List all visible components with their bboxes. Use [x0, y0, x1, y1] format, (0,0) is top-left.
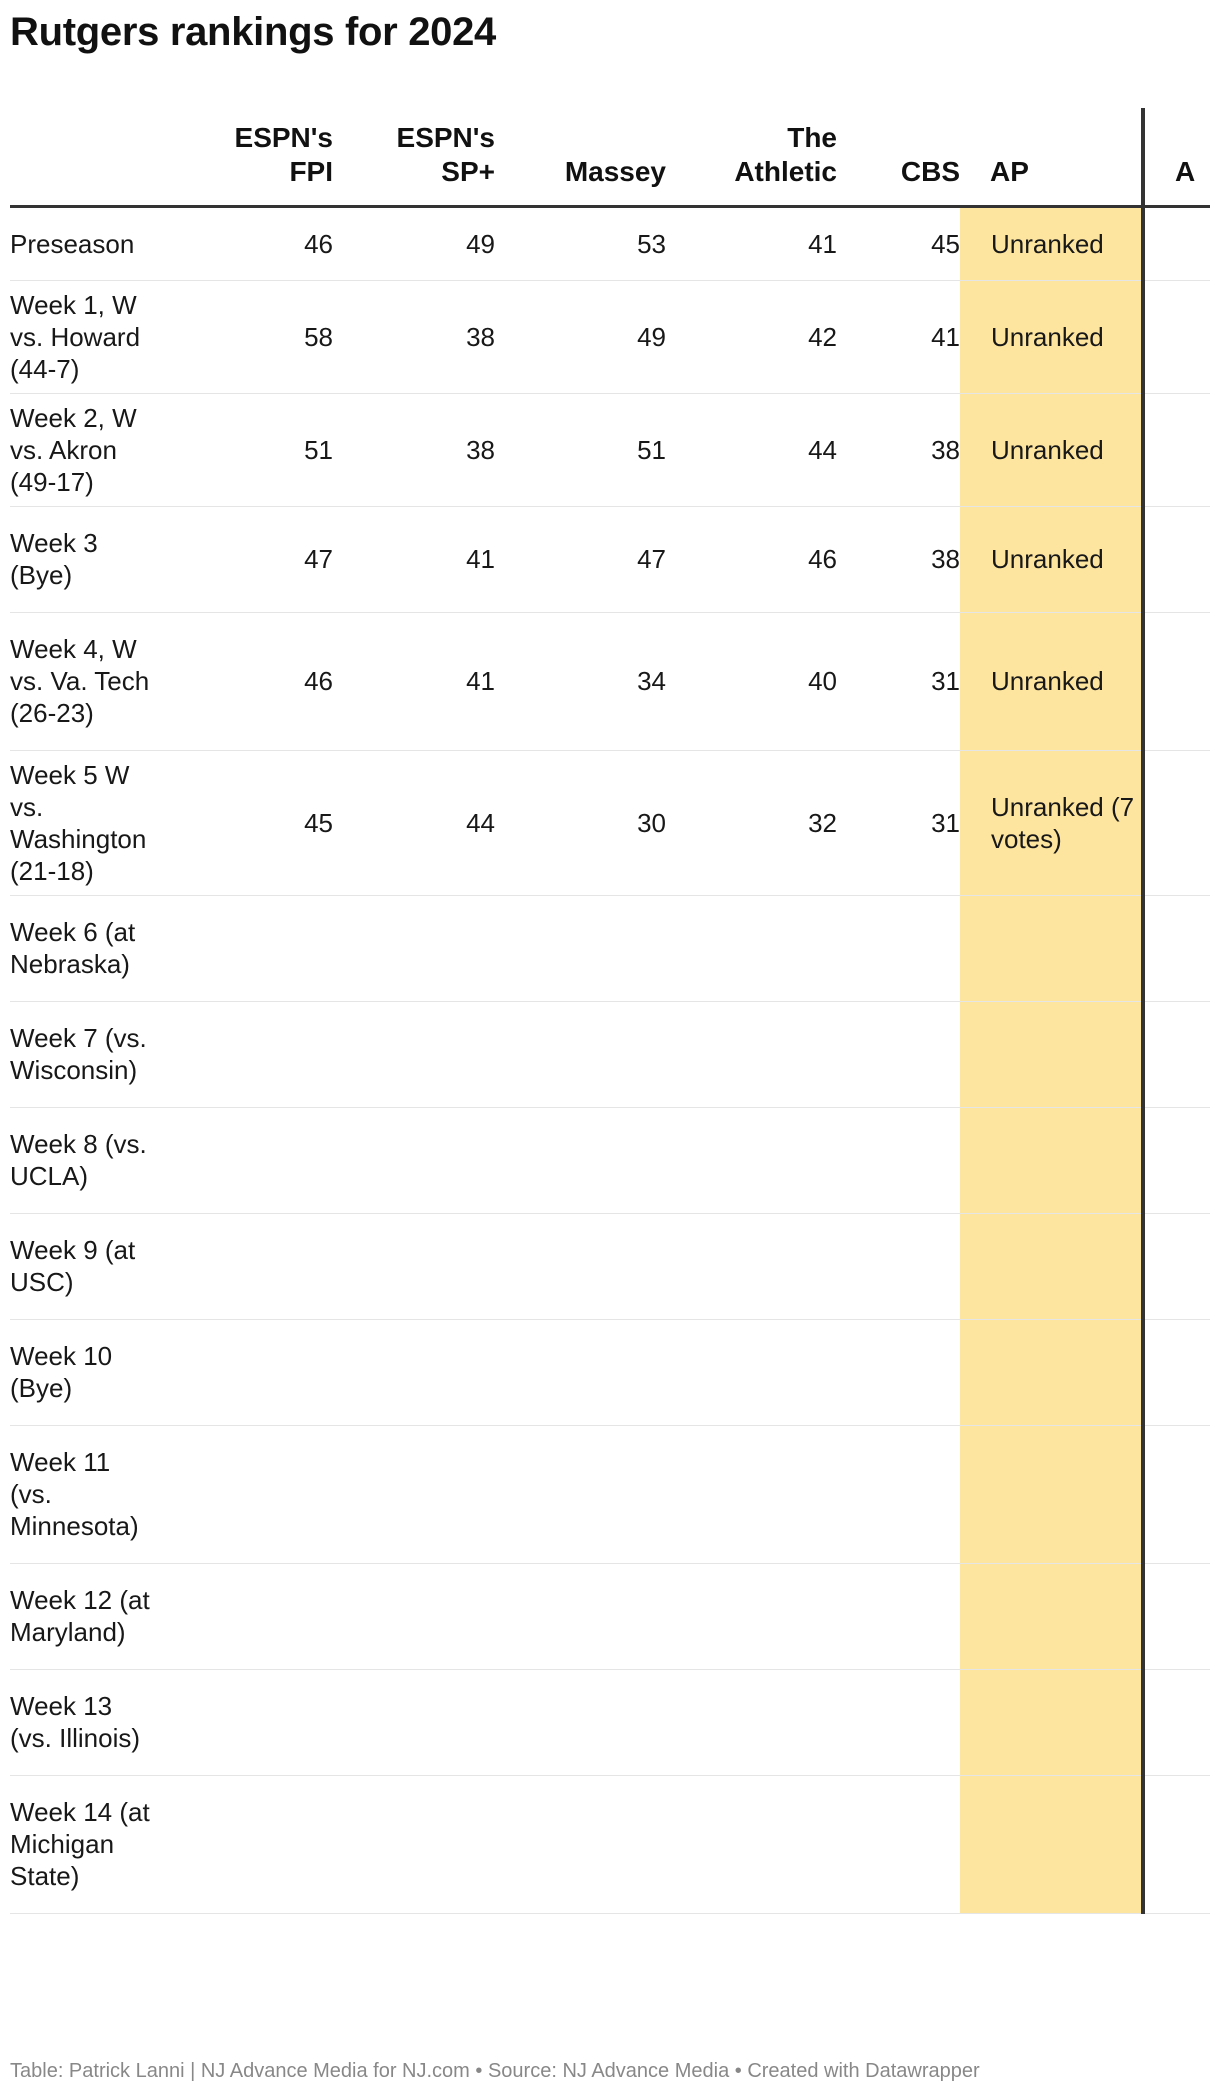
row-week-label: Week 1, W vs. Howard (44-7) [10, 280, 165, 393]
cell-the-athletic: 44 [666, 393, 837, 506]
cell-extra-column [1143, 1775, 1210, 1913]
cell-espn-fpi [165, 895, 333, 1001]
table-row [10, 1669, 1210, 1775]
cell-espn-sp [333, 1001, 495, 1107]
cell-cbs [837, 1001, 960, 1107]
header-espn-sp[interactable]: ESPN's SP+ [333, 108, 495, 206]
cell-massey: 51 [495, 393, 666, 506]
cell-massey [495, 1319, 666, 1425]
row-week-label: Week 5 W vs. Washington (21-18) [10, 750, 165, 895]
table-row [10, 206, 1210, 280]
cell-cbs: 31 [837, 750, 960, 895]
cell-extra-column [1143, 1319, 1210, 1425]
cell-espn-fpi [165, 1669, 333, 1775]
cell-the-athletic [666, 1213, 837, 1319]
cell-ap [960, 1563, 1143, 1669]
cell-cbs [837, 1563, 960, 1669]
table-row [10, 1425, 1210, 1563]
cell-extra-column [1143, 1563, 1210, 1669]
cell-cbs: 38 [837, 393, 960, 506]
table-row [10, 1001, 1210, 1107]
header-massey[interactable]: Massey [495, 108, 666, 206]
cell-the-athletic [666, 1107, 837, 1213]
cell-massey [495, 1001, 666, 1107]
cell-the-athletic: 42 [666, 280, 837, 393]
row-week-label: Week 7 (vs. Wisconsin) [10, 1001, 165, 1107]
cell-ap [960, 1775, 1143, 1913]
cell-ap [960, 1107, 1143, 1213]
cell-espn-fpi [165, 1213, 333, 1319]
cell-cbs: 31 [837, 612, 960, 750]
cell-espn-sp: 49 [333, 206, 495, 280]
cell-espn-fpi [165, 1425, 333, 1563]
cell-ap: Unranked (7 votes) [960, 750, 1143, 895]
table-row [10, 612, 1210, 750]
cell-cbs [837, 895, 960, 1001]
cell-espn-sp: 38 [333, 280, 495, 393]
cell-ap [960, 1425, 1143, 1563]
cell-extra-column [1143, 206, 1210, 280]
cell-extra-column [1143, 280, 1210, 393]
cell-espn-sp: 41 [333, 506, 495, 612]
cell-extra-column [1143, 506, 1210, 612]
cell-espn-sp [333, 1107, 495, 1213]
row-week-label: Week 11 (vs. Minnesota) [10, 1425, 165, 1563]
cell-extra-column [1143, 1669, 1210, 1775]
cell-massey: 30 [495, 750, 666, 895]
cell-the-athletic: 41 [666, 206, 837, 280]
cell-the-athletic [666, 1775, 837, 1913]
table-title: Rutgers rankings for 2024 [10, 10, 496, 54]
table-row [10, 1775, 1210, 1913]
cell-espn-fpi: 46 [165, 206, 333, 280]
cell-cbs: 45 [837, 206, 960, 280]
cell-cbs [837, 1319, 960, 1425]
cell-cbs: 38 [837, 506, 960, 612]
header-week[interactable] [10, 108, 165, 206]
cell-extra-column [1143, 1001, 1210, 1107]
cell-espn-fpi [165, 1775, 333, 1913]
table-row [10, 895, 1210, 1001]
cell-espn-fpi [165, 1319, 333, 1425]
cell-extra-column [1143, 612, 1210, 750]
cell-espn-fpi [165, 1107, 333, 1213]
cell-espn-sp [333, 1319, 495, 1425]
cell-massey [495, 1669, 666, 1775]
row-week-label: Week 6 (at Nebraska) [10, 895, 165, 1001]
cell-the-athletic: 40 [666, 612, 837, 750]
cell-massey [495, 1213, 666, 1319]
table-row [10, 506, 1210, 612]
cell-espn-sp: 38 [333, 393, 495, 506]
cell-espn-sp [333, 1775, 495, 1913]
table-row [10, 393, 1210, 506]
cell-extra-column [1143, 895, 1210, 1001]
cell-espn-sp [333, 1213, 495, 1319]
cell-espn-fpi: 45 [165, 750, 333, 895]
cell-the-athletic: 32 [666, 750, 837, 895]
row-week-label: Week 12 (at Maryland) [10, 1563, 165, 1669]
cell-ap [960, 1001, 1143, 1107]
cell-ap [960, 895, 1143, 1001]
rankings-table [10, 108, 1210, 1914]
cell-massey [495, 1775, 666, 1913]
header-the-athletic[interactable]: The Athletic [666, 108, 837, 206]
row-week-label: Week 8 (vs. UCLA) [10, 1107, 165, 1213]
cell-the-athletic [666, 1001, 837, 1107]
cell-cbs [837, 1213, 960, 1319]
cell-the-athletic: 46 [666, 506, 837, 612]
cell-the-athletic [666, 895, 837, 1001]
rankings-table-container [10, 108, 1210, 1914]
header-extra-column[interactable]: A [1143, 108, 1210, 206]
cell-extra-column [1143, 750, 1210, 895]
row-week-label: Week 2, W vs. Akron (49-17) [10, 393, 165, 506]
cell-massey: 34 [495, 612, 666, 750]
cell-espn-sp [333, 1563, 495, 1669]
row-week-label: Week 13 (vs. Illinois) [10, 1669, 165, 1775]
cell-cbs: 41 [837, 280, 960, 393]
cell-the-athletic [666, 1319, 837, 1425]
cell-cbs [837, 1775, 960, 1913]
cell-espn-fpi: 51 [165, 393, 333, 506]
cell-ap: Unranked [960, 393, 1143, 506]
cell-massey [495, 1107, 666, 1213]
cell-extra-column [1143, 393, 1210, 506]
row-week-label: Preseason [10, 206, 165, 280]
cell-massey [495, 1425, 666, 1563]
cell-espn-sp [333, 895, 495, 1001]
cell-ap [960, 1213, 1143, 1319]
cell-cbs [837, 1669, 960, 1775]
table-row [10, 1213, 1210, 1319]
row-week-label: Week 3 (Bye) [10, 506, 165, 612]
cell-the-athletic [666, 1425, 837, 1563]
table-row [10, 750, 1210, 895]
cell-ap [960, 1319, 1143, 1425]
cell-massey: 49 [495, 280, 666, 393]
cell-espn-fpi: 46 [165, 612, 333, 750]
cell-massey [495, 1563, 666, 1669]
footer-credits: Table: Patrick Lanni | NJ Advance Media for NJ.com • Source: NJ Advance Media • Created with Datawrapper [10, 2060, 980, 2082]
cell-extra-column [1143, 1213, 1210, 1319]
cell-ap: Unranked [960, 612, 1143, 750]
cell-the-athletic [666, 1563, 837, 1669]
cell-espn-fpi: 58 [165, 280, 333, 393]
header-cbs[interactable]: CBS [837, 108, 960, 206]
header-espn-fpi[interactable]: ESPN's FPI [165, 108, 333, 206]
cell-espn-fpi [165, 1001, 333, 1107]
cell-massey: 53 [495, 206, 666, 280]
cell-espn-sp: 44 [333, 750, 495, 895]
cell-ap: Unranked [960, 206, 1143, 280]
table-row [10, 1319, 1210, 1425]
cell-espn-sp [333, 1425, 495, 1563]
cell-cbs [837, 1425, 960, 1563]
table-row [10, 1563, 1210, 1669]
cell-ap: Unranked [960, 506, 1143, 612]
cell-massey: 47 [495, 506, 666, 612]
header-row [10, 108, 1210, 206]
cell-the-athletic [666, 1669, 837, 1775]
row-week-label: Week 10 (Bye) [10, 1319, 165, 1425]
row-week-label: Week 9 (at USC) [10, 1213, 165, 1319]
cell-cbs [837, 1107, 960, 1213]
header-ap[interactable]: AP [960, 108, 1143, 206]
cell-espn-fpi [165, 1563, 333, 1669]
cell-espn-sp: 41 [333, 612, 495, 750]
cell-ap: Unranked [960, 280, 1143, 393]
cell-massey [495, 895, 666, 1001]
cell-extra-column [1143, 1425, 1210, 1563]
row-week-label: Week 14 (at Michigan State) [10, 1775, 165, 1913]
table-row [10, 280, 1210, 393]
table-row [10, 1107, 1210, 1213]
cell-extra-column [1143, 1107, 1210, 1213]
cell-espn-sp [333, 1669, 495, 1775]
row-week-label: Week 4, W vs. Va. Tech (26-23) [10, 612, 165, 750]
cell-espn-fpi: 47 [165, 506, 333, 612]
cell-ap [960, 1669, 1143, 1775]
